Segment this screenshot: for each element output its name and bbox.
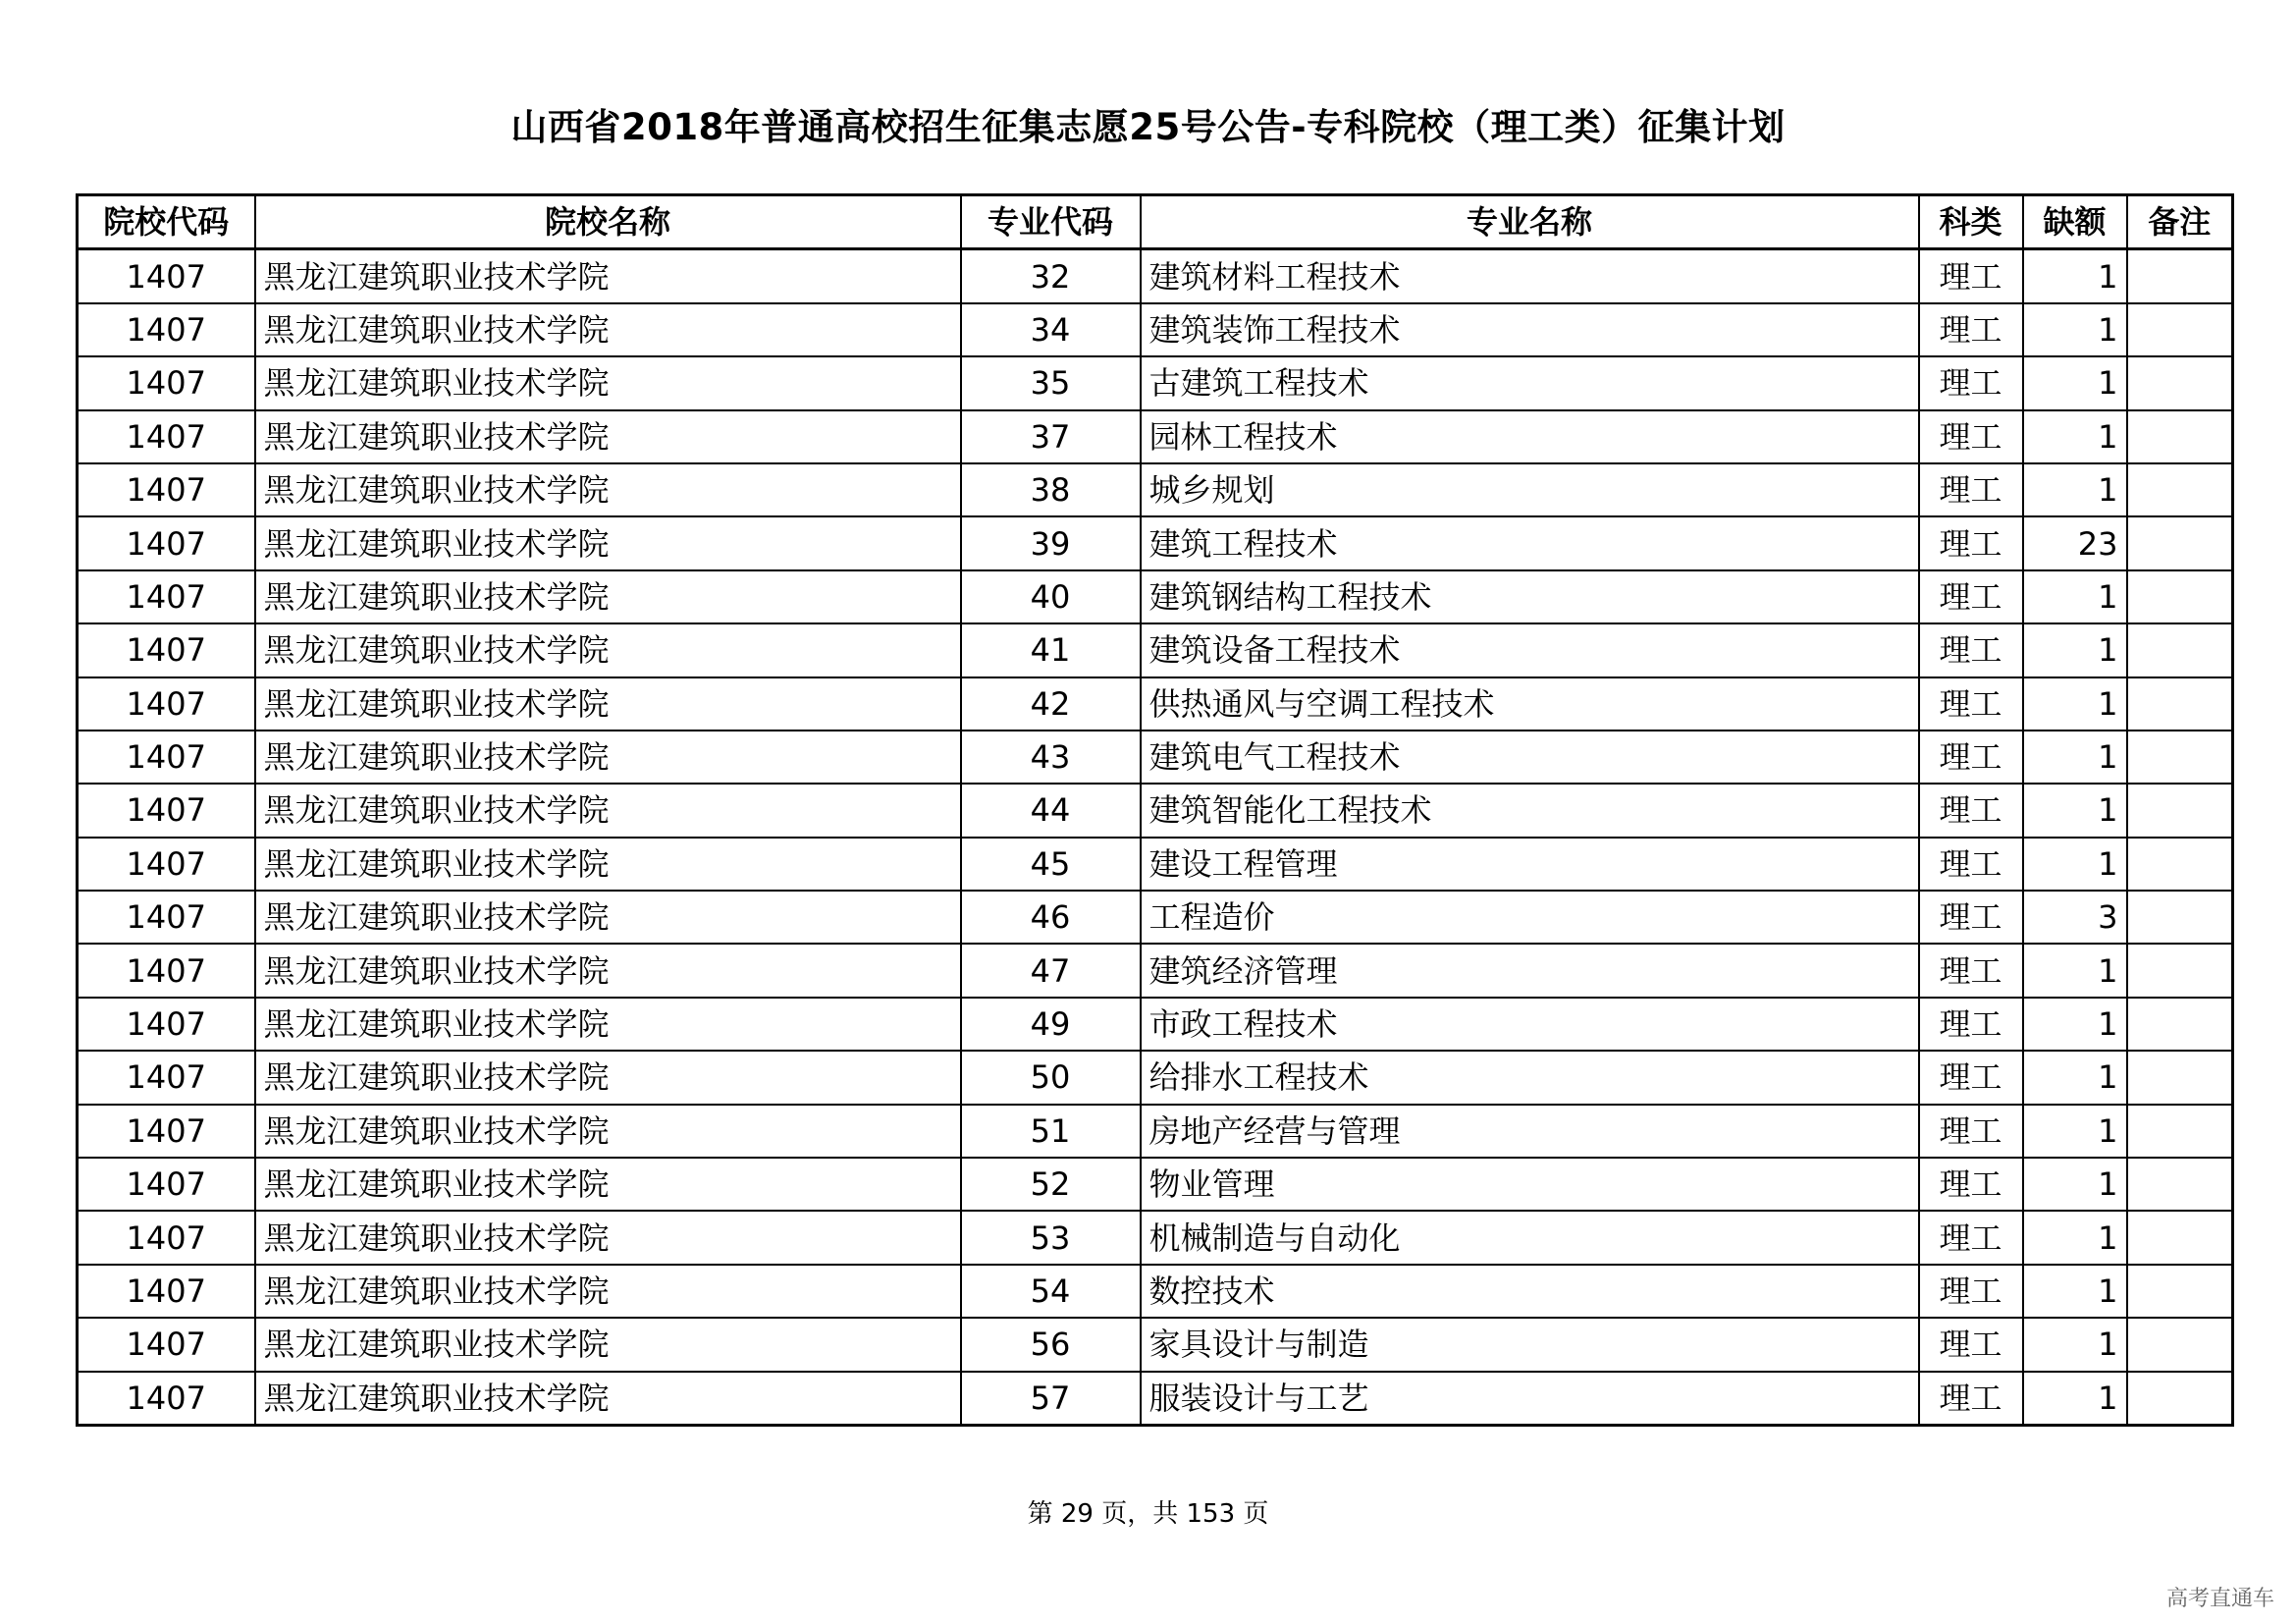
cell-major-code: 32 [961,249,1141,303]
cell-school-name: 黑龙江建筑职业技术学院 [255,463,961,516]
cell-major-code: 39 [961,516,1141,569]
cell-school-code: 1407 [78,570,255,623]
cell-major-name: 建筑电气工程技术 [1141,731,1919,784]
watermark: 高考直通车 [2165,1587,2274,1611]
cell-school-name: 黑龙江建筑职业技术学院 [255,731,961,784]
cell-category: 理工 [1919,891,2023,944]
cell-school-name: 黑龙江建筑职业技术学院 [255,249,961,303]
cell-note [2127,356,2233,409]
cell-major-code: 52 [961,1158,1141,1211]
table-row [78,410,2233,463]
cell-category: 理工 [1919,1158,2023,1211]
cell-note [2127,1051,2233,1104]
page-number: 第 29 页，共 153 页 [1027,1499,1269,1529]
cell-school-name: 黑龙江建筑职业技术学院 [255,1105,961,1158]
cell-school-code: 1407 [78,1105,255,1158]
cell-major-code: 56 [961,1318,1141,1371]
cell-school-code: 1407 [78,516,255,569]
cell-major-name: 城乡规划 [1141,463,1919,516]
cell-school-name: 黑龙江建筑职业技术学院 [255,784,961,837]
cell-note [2127,1105,2233,1158]
cell-note [2127,1372,2233,1426]
cell-category: 理工 [1919,944,2023,997]
cell-category: 理工 [1919,1318,2023,1371]
cell-major-code: 38 [961,463,1141,516]
cell-major-name: 房地产经营与管理 [1141,1105,1919,1158]
cell-quota: 1 [2023,1318,2127,1371]
cell-major-name: 数控技术 [1141,1265,1919,1318]
cell-school-name: 黑龙江建筑职业技术学院 [255,891,961,944]
table-row [78,623,2233,677]
table-row [78,784,2233,837]
cell-school-name: 黑龙江建筑职业技术学院 [255,410,961,463]
cell-category: 理工 [1919,1105,2023,1158]
cell-note [2127,623,2233,677]
cell-major-code: 44 [961,784,1141,837]
cell-school-name: 黑龙江建筑职业技术学院 [255,1318,961,1371]
cell-school-code: 1407 [78,891,255,944]
cell-quota: 1 [2023,944,2127,997]
cell-note [2127,410,2233,463]
table-row [78,731,2233,784]
header-quota: 缺额 [2023,195,2127,249]
cell-note [2127,1318,2233,1371]
cell-note [2127,463,2233,516]
cell-major-name: 工程造价 [1141,891,1919,944]
table-row [78,1211,2233,1264]
cell-major-name: 园林工程技术 [1141,410,1919,463]
cell-major-code: 41 [961,623,1141,677]
cell-school-code: 1407 [78,1158,255,1211]
table-row [78,1158,2233,1211]
cell-quota: 1 [2023,410,2127,463]
cell-major-code: 47 [961,944,1141,997]
table-row [78,998,2233,1051]
cell-note [2127,1158,2233,1211]
cell-major-code: 42 [961,677,1141,731]
cell-major-name: 建筑经济管理 [1141,944,1919,997]
cell-note [2127,249,2233,303]
enrollment-plan-table [76,193,2234,1427]
cell-school-code: 1407 [78,1051,255,1104]
cell-quota: 1 [2023,731,2127,784]
cell-category: 理工 [1919,784,2023,837]
cell-school-code: 1407 [78,463,255,516]
cell-quota: 1 [2023,998,2127,1051]
cell-school-name: 黑龙江建筑职业技术学院 [255,623,961,677]
header-school-name: 院校名称 [255,195,961,249]
table-row [78,463,2233,516]
cell-quota: 1 [2023,1211,2127,1264]
cell-quota: 1 [2023,677,2127,731]
cell-category: 理工 [1919,410,2023,463]
table-row [78,944,2233,997]
cell-category: 理工 [1919,570,2023,623]
cell-category: 理工 [1919,731,2023,784]
cell-note [2127,516,2233,569]
cell-school-code: 1407 [78,623,255,677]
table-row [78,356,2233,409]
cell-major-name: 建设工程管理 [1141,838,1919,891]
cell-category: 理工 [1919,249,2023,303]
cell-school-code: 1407 [78,1318,255,1371]
cell-school-code: 1407 [78,944,255,997]
cell-major-code: 54 [961,1265,1141,1318]
cell-school-code: 1407 [78,677,255,731]
cell-major-name: 机械制造与自动化 [1141,1211,1919,1264]
table-header-row [78,195,2233,249]
cell-major-name: 给排水工程技术 [1141,1051,1919,1104]
cell-school-code: 1407 [78,1372,255,1426]
table-row [78,516,2233,569]
cell-major-code: 51 [961,1105,1141,1158]
cell-category: 理工 [1919,516,2023,569]
cell-note [2127,944,2233,997]
cell-quota: 1 [2023,1105,2127,1158]
table-row [78,891,2233,944]
header-category: 科类 [1919,195,2023,249]
cell-school-code: 1407 [78,998,255,1051]
cell-quota: 1 [2023,303,2127,356]
cell-school-code: 1407 [78,784,255,837]
cell-category: 理工 [1919,1051,2023,1104]
cell-major-name: 建筑装饰工程技术 [1141,303,1919,356]
cell-school-name: 黑龙江建筑职业技术学院 [255,1265,961,1318]
cell-note [2127,998,2233,1051]
cell-major-code: 50 [961,1051,1141,1104]
cell-major-code: 35 [961,356,1141,409]
table-row [78,303,2233,356]
cell-school-code: 1407 [78,731,255,784]
cell-quota: 23 [2023,516,2127,569]
cell-school-code: 1407 [78,1211,255,1264]
cell-major-name: 古建筑工程技术 [1141,356,1919,409]
cell-school-code: 1407 [78,249,255,303]
cell-school-name: 黑龙江建筑职业技术学院 [255,570,961,623]
cell-major-code: 45 [961,838,1141,891]
cell-quota: 1 [2023,1372,2127,1426]
cell-major-name: 市政工程技术 [1141,998,1919,1051]
cell-school-name: 黑龙江建筑职业技术学院 [255,677,961,731]
cell-note [2127,784,2233,837]
cell-category: 理工 [1919,1265,2023,1318]
cell-major-code: 46 [961,891,1141,944]
cell-category: 理工 [1919,677,2023,731]
cell-major-code: 43 [961,731,1141,784]
cell-quota: 3 [2023,891,2127,944]
cell-school-name: 黑龙江建筑职业技术学院 [255,1158,961,1211]
cell-major-name: 供热通风与空调工程技术 [1141,677,1919,731]
cell-major-name: 建筑钢结构工程技术 [1141,570,1919,623]
cell-major-name: 物业管理 [1141,1158,1919,1211]
cell-school-name: 黑龙江建筑职业技术学院 [255,516,961,569]
cell-major-code: 40 [961,570,1141,623]
cell-major-name: 建筑材料工程技术 [1141,249,1919,303]
cell-category: 理工 [1919,303,2023,356]
cell-note [2127,731,2233,784]
cell-school-code: 1407 [78,356,255,409]
cell-category: 理工 [1919,1372,2023,1426]
table-row [78,677,2233,731]
cell-school-name: 黑龙江建筑职业技术学院 [255,1372,961,1426]
cell-category: 理工 [1919,463,2023,516]
cell-major-name: 建筑工程技术 [1141,516,1919,569]
cell-quota: 1 [2023,623,2127,677]
cell-note [2127,570,2233,623]
cell-major-code: 37 [961,410,1141,463]
cell-school-code: 1407 [78,838,255,891]
cell-school-code: 1407 [78,1265,255,1318]
cell-category: 理工 [1919,356,2023,409]
cell-major-name: 服装设计与工艺 [1141,1372,1919,1426]
cell-major-code: 49 [961,998,1141,1051]
cell-major-name: 建筑智能化工程技术 [1141,784,1919,837]
cell-category: 理工 [1919,623,2023,677]
header-school-code: 院校代码 [78,195,255,249]
cell-quota: 1 [2023,356,2127,409]
cell-note [2127,1211,2233,1264]
cell-quota: 1 [2023,784,2127,837]
cell-quota: 1 [2023,1265,2127,1318]
table-row [78,838,2233,891]
cell-major-name: 建筑设备工程技术 [1141,623,1919,677]
cell-major-name: 家具设计与制造 [1141,1318,1919,1371]
cell-major-code: 57 [961,1372,1141,1426]
cell-category: 理工 [1919,1211,2023,1264]
table-row [78,570,2233,623]
cell-quota: 1 [2023,249,2127,303]
cell-school-name: 黑龙江建筑职业技术学院 [255,356,961,409]
table-row [78,1265,2233,1318]
table-body [78,249,2233,1426]
cell-school-name: 黑龙江建筑职业技术学院 [255,838,961,891]
table-row [78,1105,2233,1158]
cell-school-code: 1407 [78,303,255,356]
cell-note [2127,891,2233,944]
table-row [78,1318,2233,1371]
header-major-code: 专业代码 [961,195,1141,249]
cell-quota: 1 [2023,463,2127,516]
document-title: 山西省2018年普通高校招生征集志愿25号公告-专科院校（理工类）征集计划 [510,106,1786,148]
cell-category: 理工 [1919,998,2023,1051]
cell-note [2127,677,2233,731]
cell-school-name: 黑龙江建筑职业技术学院 [255,998,961,1051]
cell-school-code: 1407 [78,410,255,463]
cell-quota: 1 [2023,838,2127,891]
cell-quota: 1 [2023,1158,2127,1211]
cell-quota: 1 [2023,1051,2127,1104]
header-major-name: 专业名称 [1141,195,1919,249]
table-row [78,1372,2233,1426]
cell-major-code: 53 [961,1211,1141,1264]
header-note: 备注 [2127,195,2233,249]
cell-major-code: 34 [961,303,1141,356]
cell-note [2127,303,2233,356]
cell-school-name: 黑龙江建筑职业技术学院 [255,1051,961,1104]
cell-note [2127,1265,2233,1318]
cell-note [2127,838,2233,891]
cell-school-name: 黑龙江建筑职业技术学院 [255,944,961,997]
cell-category: 理工 [1919,838,2023,891]
cell-school-name: 黑龙江建筑职业技术学院 [255,303,961,356]
table-row [78,249,2233,303]
cell-school-name: 黑龙江建筑职业技术学院 [255,1211,961,1264]
table-row [78,1051,2233,1104]
cell-quota: 1 [2023,570,2127,623]
